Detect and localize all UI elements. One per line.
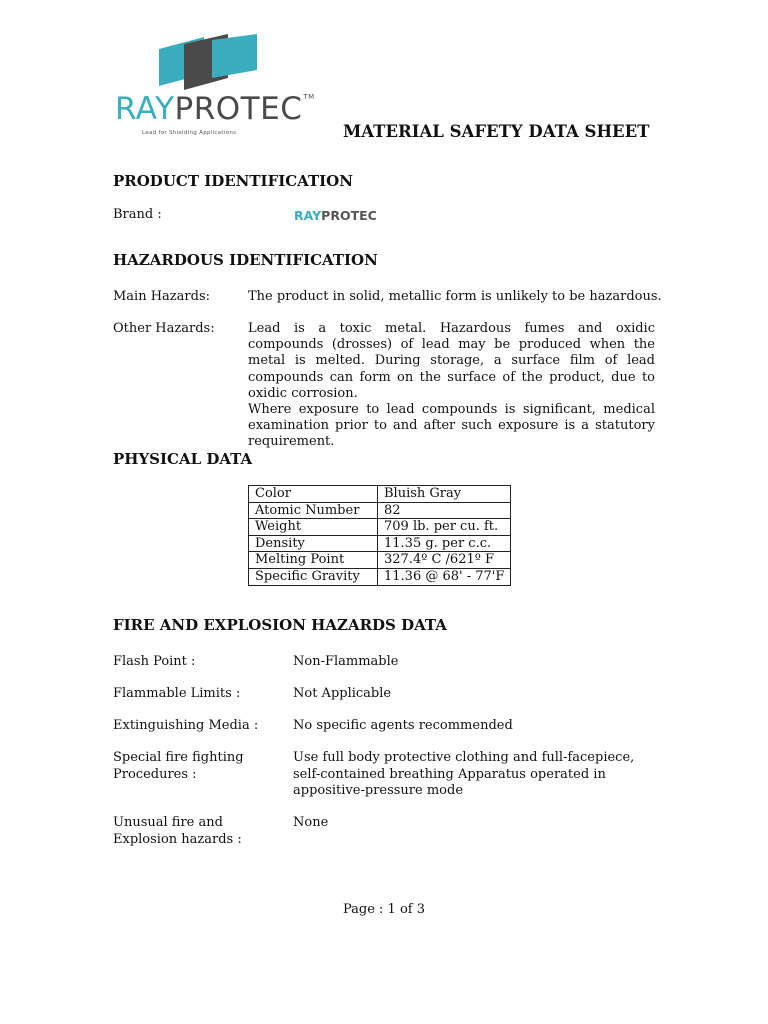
property-cell: Atomic Number [249,502,378,519]
unusual-hazards-label-line-1: Unusual fire and [113,815,223,830]
logo-wordmark: RAYPROTEC™ [115,91,315,127]
value-cell: 11.36 @ 68' - 77'F [378,568,511,585]
other-hazards-paragraph-2: Where exposure to lead compounds is significant, medical examination prior to and after such exposure is a statutory requirement. [248,402,655,450]
special-procedures-label-line-2: Procedures : [113,766,197,782]
hazardous-identification-heading: HAZARDOUS IDENTIFICATION [113,251,378,269]
property-cell: Melting Point [249,552,378,569]
extinguishing-media-label: Extinguishing Media : [113,718,259,733]
table-row [249,568,511,585]
value-cell: 11.35 g. per c.c. [378,535,511,552]
company-logo [112,34,315,144]
table-row [249,486,511,503]
table-row [249,535,511,552]
other-hazards-label: Other Hazards: [113,321,215,336]
special-procedures-value: Use full body protective clothing and full-facepiece, self-contained breathing Apparatus operated in appositive-pressure mode [293,750,635,798]
unusual-hazards-label-line-2: Explosion hazards : [113,831,242,847]
logo-tagline: Lead for Shielding Applications [142,130,237,136]
value-cell: 327.4º C /621º F [378,552,511,569]
fire-explosion-heading: FIRE AND EXPLOSION HAZARDS DATA [113,616,447,634]
other-hazards-paragraph-1: Lead is a toxic metal. Hazardous fumes and oxidic compounds (drosses) of lead may be produced when the metal is melted. During storage, a surface film of lead compounds can form on the surface of the product, due to oxidic corrosion. [248,321,655,401]
value-cell: Bluish Gray [378,486,511,503]
property-cell: Density [249,535,378,552]
property-cell: Specific Gravity [249,568,378,585]
table-row [249,502,511,519]
table-row [249,519,511,536]
special-procedures-label-line-1: Special fire fighting [113,750,244,765]
brand-label: Brand : [113,207,162,222]
product-identification-heading: PRODUCT IDENTIFICATION [113,172,353,190]
flammable-limits-value: Not Applicable [293,686,392,701]
extinguishing-media-value: No specific agents recommended [293,718,513,733]
flash-point-label: Flash Point : [113,654,196,669]
value-cell: 82 [378,502,511,519]
brand-value: RAYPROTEC [294,208,377,223]
flammable-limits-label: Flammable Limits : [113,686,241,701]
property-cell: Weight [249,519,378,536]
page-number: Page : 1 of 3 [342,902,426,917]
physical-data-table [248,485,511,586]
document-title: MATERIAL SAFETY DATA SHEET [343,122,650,141]
value-cell: 709 lb. per cu. ft. [378,519,511,536]
main-hazards-label: Main Hazards: [113,289,210,304]
physical-data-heading: PHYSICAL DATA [113,450,253,468]
special-procedures-label [113,750,244,783]
other-hazards-value [248,321,655,451]
unusual-hazards-value: None [293,815,329,830]
main-hazards-value: The product in solid, metallic form is unlikely to be hazardous. [248,289,662,304]
unusual-hazards-label [113,815,242,848]
logo-mark-icon [156,34,260,94]
table-row [249,552,511,569]
property-cell: Color [249,486,378,503]
flash-point-value: Non-Flammable [293,654,399,669]
